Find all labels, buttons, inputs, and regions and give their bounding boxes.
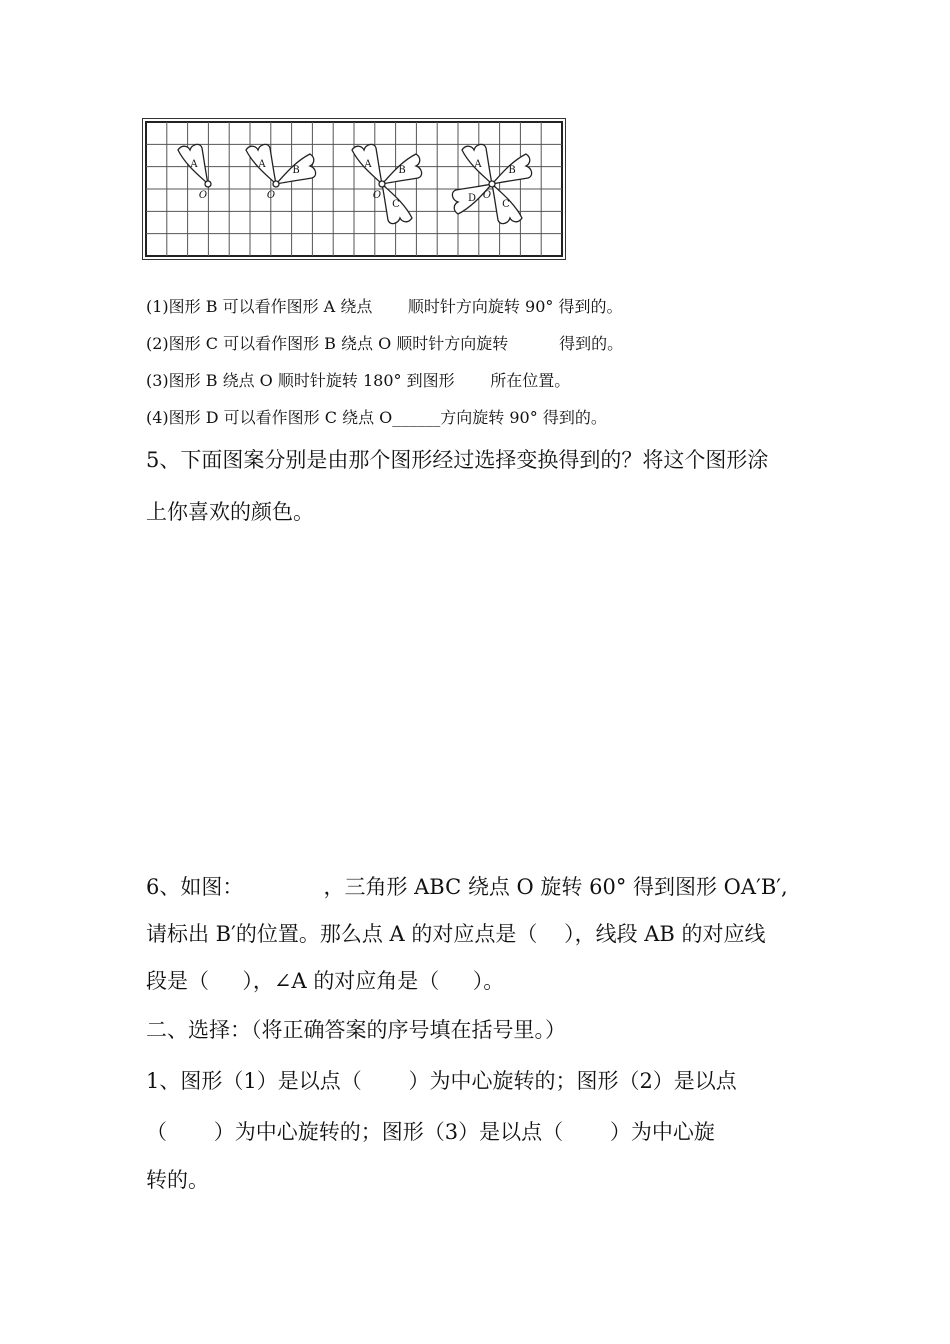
- petal-label: B: [292, 165, 300, 176]
- center-label: O: [266, 190, 276, 201]
- petal-label: C: [392, 199, 400, 210]
- q5-line-2: 上你喜欢的颜色。: [146, 500, 314, 524]
- rotation-center: [273, 181, 279, 187]
- center-label: O: [198, 190, 208, 201]
- q4-item-4: (4)图形 D 可以看作图形 C 绕点 O______方向旋转 90° 得到的。: [146, 408, 607, 427]
- petal-label: D: [467, 193, 477, 204]
- petal-label: A: [258, 159, 266, 170]
- section2-q1-line-1: 1、图形（1）是以点（ ）为中心旋转的；图形（2）是以点: [146, 1069, 737, 1093]
- section2-q1-line-3: 转的。: [146, 1168, 209, 1192]
- q6-line-2: 请标出 B′的位置。那么点 A 的对应点是（ ），线段 AB 的对应线: [146, 922, 766, 946]
- section2-q1-line-2: （ ）为中心旋转的；图形（3）是以点（ ）为中心旋: [146, 1120, 715, 1144]
- q4-item-1: (1)图形 B 可以看作图形 A 绕点 顺时针方向旋转 90° 得到的。: [146, 297, 623, 316]
- petal-label: B: [398, 165, 406, 176]
- petal-label: A: [190, 159, 198, 170]
- q5-line-1: 5、下面图案分别是由那个图形经过选择变换得到的？将这个图形涂: [146, 448, 769, 472]
- q4-item-3: (3)图形 B 绕点 O 顺时针旋转 180° 到图形 所在位置。: [146, 371, 571, 390]
- q4-item-2: (2)图形 C 可以看作图形 B 绕点 O 顺时针方向旋转 得到的。: [146, 334, 624, 353]
- rotation-center: [379, 181, 385, 187]
- rotation-grid-figure: [142, 118, 566, 260]
- center-label: O: [372, 190, 382, 201]
- rotation-center: [205, 181, 211, 187]
- q6-line-3: 段是（ ），∠A 的对应角是（ ）。: [146, 969, 505, 993]
- center-label: O: [482, 190, 492, 201]
- rotation-center: [489, 181, 495, 187]
- petal-label: B: [508, 165, 516, 176]
- q6-line-1: 6、如图： ，三角形 ABC 绕点 O 旋转 60° 得到图形 OA′B′,: [146, 875, 788, 899]
- petal-label: A: [474, 159, 482, 170]
- petal-label: C: [502, 199, 510, 210]
- petal-label: A: [364, 159, 372, 170]
- section2-title: 二、选择：（将正确答案的序号填在括号里。）: [146, 1018, 566, 1042]
